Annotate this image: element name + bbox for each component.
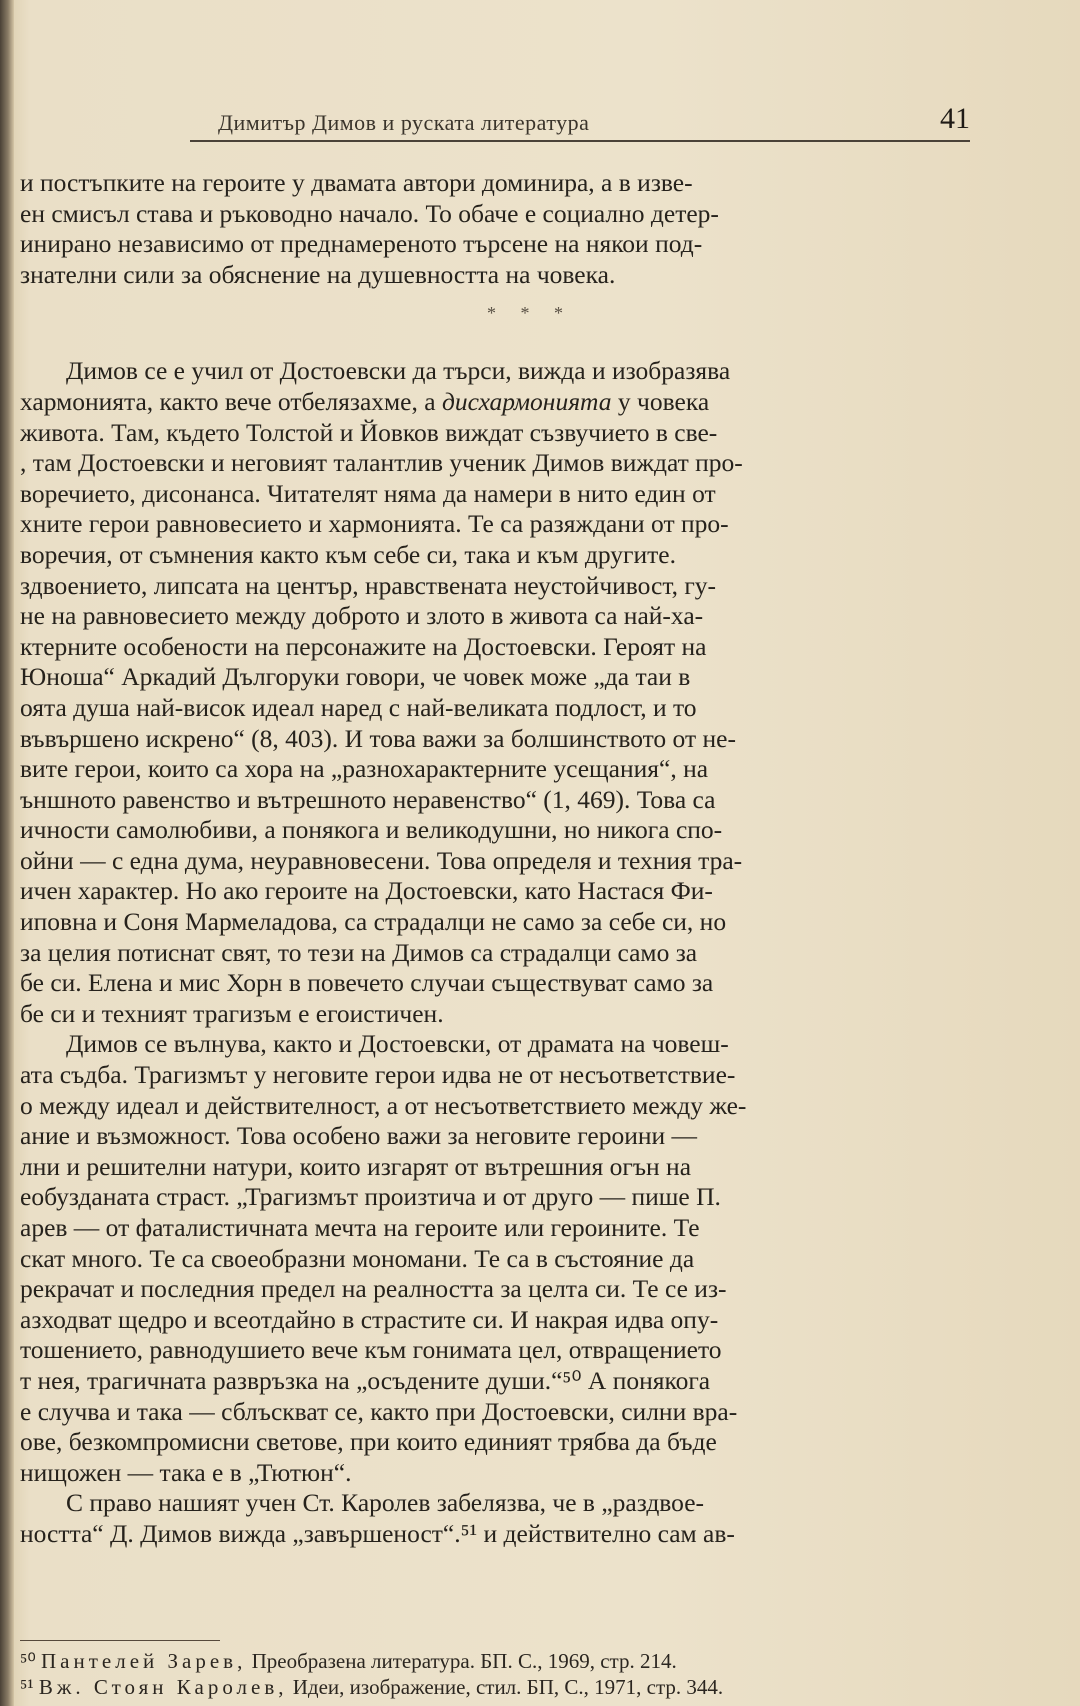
footnote-50: [20, 1648, 980, 1674]
text-fragment: у човека: [611, 386, 710, 416]
text-line: ъншното равенство и вътрешното неравенство“ (1, 469). Това са: [20, 784, 716, 814]
footnotes: [20, 1648, 980, 1700]
paragraph-lead-line: Димов се вълнува, както и Достоевски, от драмата на човеш-: [66, 1029, 729, 1059]
running-title: Димитър Димов и руската литература: [218, 110, 590, 135]
text-line: , там Достоевски и неговият талантлив ученик Димов виждат про-: [20, 448, 743, 478]
footnote-text: Идеи, изображение, стил. БП, С., 1971, стр. 344.: [287, 1675, 724, 1699]
paragraph-lead-line: Димов се е учил от Достоевски да търси, вижда и изобразява: [66, 356, 731, 386]
body-text: [20, 168, 980, 1550]
text-line: ичен характер. Но ако героите на Достоевски, като Настася Фи-: [20, 876, 713, 906]
text-line: ен смисъл става и ръководно начало. То обаче е социално детер-: [20, 198, 719, 228]
text-line: ание и възможност. Това особено важи за неговите героини —: [20, 1121, 698, 1151]
text-line: ичности самолюбиви, а понякога и великодушни, но никога спо-: [20, 815, 723, 845]
text-line: бе си и техният трагизъм е егоистичен.: [20, 998, 444, 1028]
footnote-51: [20, 1674, 980, 1700]
text-line: Юноша“ Аркадий Дългоруки говори, че човек може „да таи в: [20, 662, 691, 692]
text-line: азходват щедро и всеотдайно в страстите си. И накрая идва опу-: [20, 1304, 719, 1334]
text-fragment: хармонията, както вече отбелязахме, а: [20, 386, 442, 416]
footnote-rule: [20, 1640, 220, 1641]
text-line: скат много. Те са своеобразни мономани. Те са в състояние да: [20, 1243, 695, 1273]
text-line: и постъпките на героите у двамата автори доминира, а в изве-: [20, 168, 693, 197]
text-line: здвоението, липсата на център, нравствената неустойчивост, гу-: [20, 570, 717, 600]
text-line: живота. Там, където Толстой и Йовков виждат съзвучието в све-: [20, 417, 718, 447]
section-separator: * * *: [487, 303, 573, 324]
text-line: воречия, от съмнения както към себе си, така и към другите.: [20, 539, 676, 569]
text-line: нищожен — така е в „Тютюн“.: [20, 1457, 352, 1487]
text-line: лни и решителни натури, които изгарят от вътрешния огън на: [20, 1151, 692, 1181]
paragraph-lead-line: С право нашият учен Ст. Каролев забелязва, че в „раздвое-: [66, 1488, 705, 1518]
text-line: въвършено искрено“ (8, 403). И това важи за болшинството от не-: [20, 723, 736, 753]
text-line: знателни сили за обяснение на душевността на човека.: [20, 259, 616, 289]
spacer: [20, 336, 980, 356]
footnote-text: Преобразена литература. БП. С., 1969, стр. 214.: [246, 1649, 677, 1673]
text-line: ктерните особености на персонажите на Достоевски. Героят на: [20, 631, 707, 661]
text-line: вите герои, които са хора на „разнохарактерните усещания“, на: [20, 754, 709, 784]
footnote-author: Вж. Стоян Каролев,: [38, 1675, 288, 1699]
text-line: бе си. Елена и мис Хорн в повечето случаи съществуват само за: [20, 968, 714, 998]
text-line: еобузданата страст. „Трагизмът произтича и от друго — пише П.: [20, 1182, 721, 1212]
text-line: ойни — с една дума, неуравновесени. Това определя и техния тра-: [20, 845, 743, 875]
page-number: 41: [940, 102, 970, 135]
running-head: [190, 104, 970, 144]
book-spine-shadow: [0, 0, 14, 1706]
text-line: хните герои равновесието и хармонията. Те са разяждани от про-: [20, 509, 729, 539]
text-line: ността“ Д. Димов вижда „завършеност“.⁵¹ и действително сам ав-: [20, 1518, 735, 1548]
text-line: [20, 387, 980, 418]
text-line: т нея, трагичната развръзка на „осъдените души.“⁵⁰ А понякога: [20, 1365, 711, 1395]
footnote-marker: ⁵¹: [20, 1675, 34, 1699]
text-line: ата съдба. Трагизмът у неговите герои идва не от несъответствие-: [20, 1060, 736, 1090]
text-line: тошението, равнодушието вече към гонимата цел, отвращението: [20, 1335, 722, 1365]
footnote-author: Пантелей Зарев,: [41, 1649, 247, 1673]
footnote-marker: ⁵⁰: [20, 1649, 36, 1673]
text-line: е случва и така — сблъскват се, както при Достоевски, силни вра-: [20, 1396, 738, 1426]
text-line: воречието, дисонанса. Читателят няма да намери в нито един от: [20, 478, 716, 508]
text-line: оята душа най-висок идеал наред с най-великата подлост, и то: [20, 692, 697, 722]
text-line: о между идеал и действителност, а от несъответствието между же-: [20, 1090, 747, 1120]
text-line: арев — от фаталистичната мечта на героите или героините. Те: [20, 1213, 700, 1242]
text-line: иповна и Соня Мармеладова, са страдалци не само за себе си, но: [20, 907, 727, 937]
emphasis-word: дисхармонията: [441, 386, 612, 416]
header-rule: [190, 140, 970, 142]
text-line: ове, безкомпромисни светове, при които единият трябва да бъде: [20, 1427, 717, 1457]
text-line: инирано независимо от преднамереното търсене на някои под-: [20, 229, 703, 259]
text-line: не на равновесието между доброто и злото в живота са най-ха-: [20, 601, 704, 631]
text-line: рекрачат и последния предел на реалността за целта си. Те се из-: [20, 1274, 727, 1304]
text-line: за целия потиснат свят, то тези на Димов са страдалци само за: [20, 937, 698, 967]
